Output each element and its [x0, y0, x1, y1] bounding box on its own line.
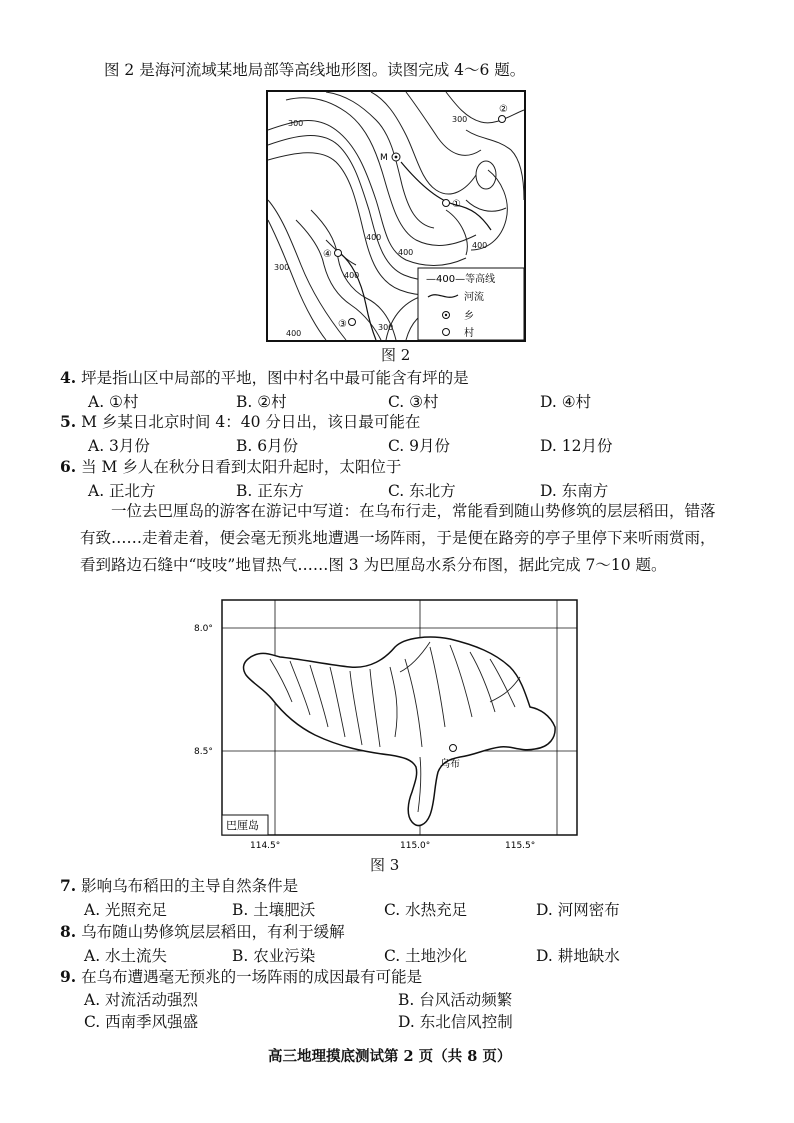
town-label: M: [380, 153, 388, 163]
question-stem: M 乡某日北京时间 4：40 分日出，该日最可能在: [81, 413, 421, 431]
village-marker: [349, 319, 356, 326]
question-number: 6.: [60, 457, 77, 476]
option: C. ③村: [388, 393, 439, 411]
option: C. 西南季风强盛: [84, 1013, 199, 1031]
option: A. 正北方: [88, 482, 156, 500]
latitude-label: 8.0°: [194, 624, 213, 634]
longitude-label: 115.5°: [505, 841, 536, 851]
option: A. ①村: [88, 393, 139, 411]
question-number: 4.: [60, 368, 77, 387]
village-label: ①: [452, 199, 461, 210]
option: A. 3月份: [88, 437, 150, 455]
ubud-label: 乌布: [440, 759, 460, 770]
latitude-label: 8.5°: [194, 747, 213, 757]
village-marker: [499, 116, 506, 123]
option: C. 水热充足: [384, 901, 468, 919]
village-label: ③: [338, 319, 347, 330]
village-marker: [443, 200, 450, 207]
question-stem: 影响乌布稻田的主导自然条件是: [81, 877, 299, 895]
option: A. 光照充足: [84, 901, 168, 919]
legend-village: 村: [464, 328, 474, 339]
figure2-contour-map: [266, 90, 526, 342]
question-stem: 乌布随山势修筑层层稻田，有利于缓解: [81, 923, 345, 941]
figure3-bali-map: [190, 597, 590, 855]
village-label: ②: [499, 104, 508, 115]
question-stem: 在乌布遭遇毫无预兆的一场阵雨的成因最有可能是: [81, 968, 423, 986]
question-number: 9.: [60, 967, 77, 986]
question-number: 7.: [60, 876, 77, 895]
legend-town: 乡: [464, 311, 474, 322]
contour-label: 300: [378, 323, 394, 332]
option: D. 东北信风控制: [398, 1013, 513, 1031]
contour-label: 400: [344, 271, 360, 280]
legend-river: 河流: [464, 292, 484, 303]
contour-label: 300: [274, 263, 290, 272]
option: B. ②村: [236, 393, 287, 411]
option: B. 土壤肥沃: [232, 901, 316, 919]
option: D. 东南方: [540, 482, 609, 500]
village-label: ④: [323, 249, 332, 260]
option: C. 土地沙化: [384, 947, 468, 965]
contour-label: 400: [398, 248, 414, 257]
option: C. 东北方: [388, 482, 456, 500]
question-number: 5.: [60, 412, 77, 431]
contour-label: 400: [286, 329, 302, 338]
page-footer: 高三地理摸底测试第 2 页（共 8 页）: [268, 1048, 512, 1065]
question-number: 8.: [60, 922, 77, 941]
option: B. 农业污染: [232, 947, 316, 965]
contour-label: 300: [288, 119, 304, 128]
option: B. 6月份: [236, 437, 299, 455]
contour-label: 400: [472, 241, 488, 250]
contour-label: 300: [452, 115, 468, 124]
option: C. 9月份: [388, 437, 451, 455]
ubud-marker: [450, 745, 457, 752]
reading-passage: 一位去巴厘岛的游客在游记中写道：在乌布行走，常能看到随山势修筑的层层稻田，错落有致……走着走着，便会毫无预兆地遭遇一场阵雨，于是便在路旁的亭子里停下来听雨赏雨，看到路边石缝中“吱吱”地冒热气……图 3 为巴厘岛水系分布图，据此完成 7～10 题。: [80, 502, 716, 574]
longitude-label: 114.5°: [250, 841, 281, 851]
option: A. 对流活动强烈: [84, 991, 199, 1009]
map-title-label: 巴厘岛: [226, 819, 259, 832]
option: D. ④村: [540, 393, 592, 411]
option: D. 耕地缺水: [536, 947, 620, 965]
option: B. 正东方: [236, 482, 304, 500]
legend-contour: —400—等高线: [426, 274, 496, 285]
question-stem: 坪是指山区中局部的平地，图中村名中最可能含有坪的是: [81, 369, 469, 387]
option: D. 河网密布: [536, 901, 620, 919]
village-marker: [335, 250, 342, 257]
question-stem: 当 M 乡人在秋分日看到太阳升起时，太阳位于: [81, 458, 402, 476]
option: B. 台风活动频繁: [398, 991, 513, 1009]
option: D. 12月份: [540, 437, 613, 455]
figure2-caption: 图 2: [381, 346, 411, 364]
contour-label: 400: [366, 233, 382, 242]
option: A. 水土流失: [84, 947, 168, 965]
intro-figure2: 图 2 是海河流域某地局部等高线地形图。读图完成 4～6 题。: [104, 61, 526, 79]
figure3-caption: 图 3: [370, 856, 400, 874]
village-legend-icon: [443, 329, 450, 336]
longitude-label: 115.0°: [400, 841, 431, 851]
